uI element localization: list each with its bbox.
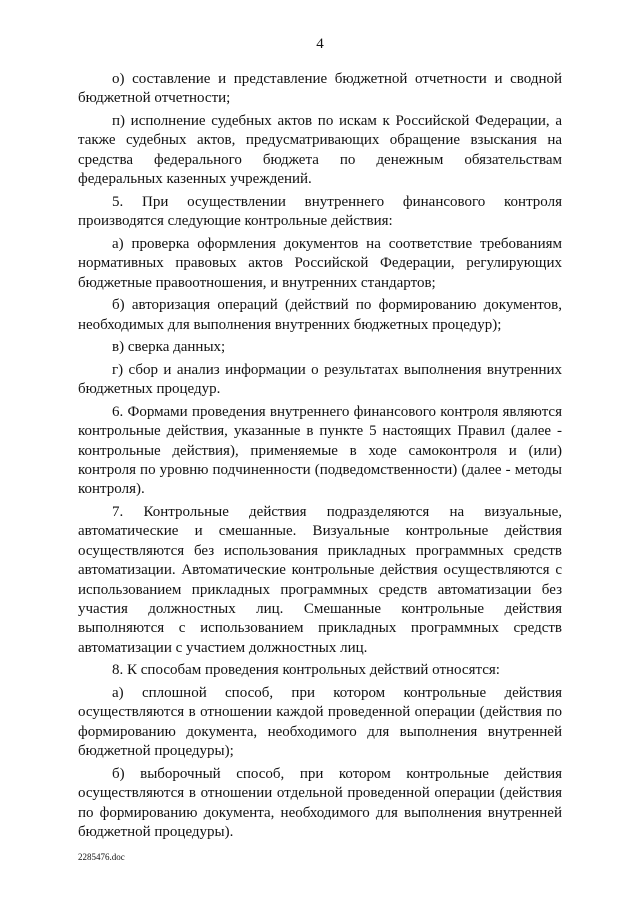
- paragraph-7: 7. Контрольные действия подразделяются на визуальные, автоматические и смешанные. Визуальные контрольные действия осуществляются без использования прикладных программных средств автоматизации. Автоматические контрольные действия осуществляются с использованием прикладных программных средств автоматизации без участия должностных лиц. Смешанные контрольные действия выполняются с использованием прикладных программных средств автоматизации с участием должностных лиц.: [78, 504, 562, 656]
- file-name-footer: 2285476.doc: [78, 852, 125, 862]
- paragraph-o: о) составление и представление бюджетной отчетности и сводной бюджетной отчетности;: [78, 71, 562, 107]
- paragraph-8a: а) сплошной способ, при котором контрольные действия осуществляются в отношении каждой проведенной операции (действия по формированию документа, необходимого для выполнения внутренней бюджетной процедуры);: [78, 685, 562, 760]
- paragraph-8b: б) выборочный способ, при котором контрольные действия осуществляются в отношении отдельной проведенной операции (действия по формированию документа, необходимого для выполнения внутренней бюджетной процедуры).: [78, 765, 562, 841]
- paragraph-5: 5. При осуществлении внутреннего финансового контроля производятся следующие контрольные действия:: [78, 193, 562, 230]
- document-body: [78, 70, 562, 846]
- page-number: 4: [316, 36, 324, 52]
- paragraph-8: 8. К способам проведения контрольных действий относятся:: [112, 662, 500, 679]
- paragraph-6: 6. Формами проведения внутреннего финансового контроля являются контрольные действия, указанные в пункте 5 настоящих Правил (далее - контрольные действия), применяемые в ходе самоконтроля и (или) контроля по уровню подчиненности (подведомственности) (далее - методы контроля).: [78, 403, 562, 498]
- paragraph-5g: г) сбор и анализ информации о результатах выполнения внутренних бюджетных процедур.: [78, 361, 562, 398]
- paragraph-5b: б) авторизация операций (действий по формированию документов, необходимых для выполнения внутренних бюджетных процедур);: [78, 297, 562, 333]
- paragraph-5a: а) проверка оформления документов на соответствие требованиям нормативных правовых актов Российской Федерации, регулирующих бюджетные правоотношения, и внутренних стандартов;: [78, 235, 562, 291]
- paragraph-p: п) исполнение судебных актов по искам к Российской Федерации, а также судебных актов, предусматривающих обращение взыскания на средства федерального бюджета по денежным обязательствам федеральных казенных учреждений.: [78, 113, 562, 188]
- paragraph-5v: в) сверка данных;: [112, 339, 226, 356]
